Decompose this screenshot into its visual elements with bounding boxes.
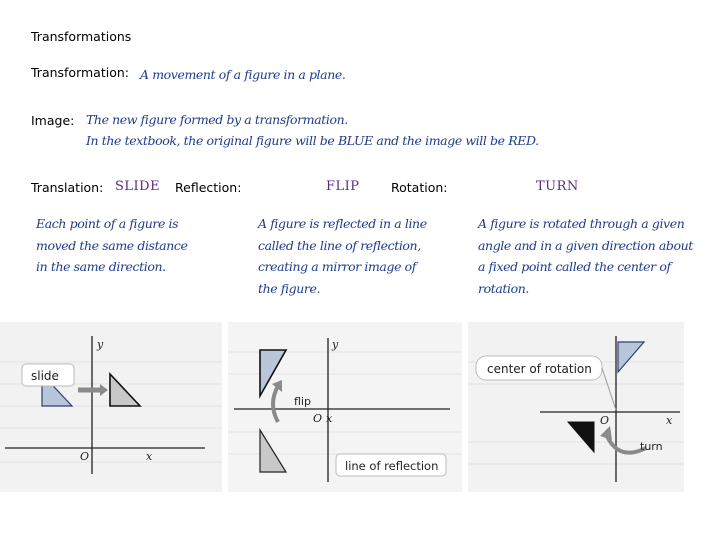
flip-callout-text: flip xyxy=(294,395,311,408)
origin-label: O xyxy=(600,414,610,427)
x-axis-label: x xyxy=(146,450,153,463)
image-definition-line-2: In the textbook, the original figure will be BLUE and the image will be RED. xyxy=(86,133,539,148)
reflection-figure xyxy=(228,322,462,492)
translation-keyword: SLIDE xyxy=(115,179,161,194)
turn-callout-text: turn xyxy=(640,440,663,453)
reflection-description xyxy=(258,213,427,299)
rotation-description xyxy=(478,213,693,299)
image-label: Image: xyxy=(31,113,75,128)
reflection-description-line: creating a mirror image of xyxy=(258,259,417,274)
reflection-description-line: the figure. xyxy=(258,280,321,296)
reflection-description-line: called the line of reflection, xyxy=(258,237,421,253)
origin-label: O xyxy=(80,450,90,463)
origin-label: O xyxy=(313,412,323,425)
center-of-rotation-callout-text: center of rotation xyxy=(487,362,592,376)
translation-description xyxy=(36,213,188,278)
translation-description-line: moved the same distance xyxy=(36,237,188,253)
rotation-description-line: a fixed point called the center of xyxy=(478,259,671,274)
page-title: Transformations xyxy=(31,29,132,44)
rotation-keyword: TURN xyxy=(536,179,579,194)
figure-background xyxy=(468,322,684,492)
translation-description-line: in the same direction. xyxy=(36,259,166,274)
line-of-reflection-callout-text: line of reflection xyxy=(345,459,439,473)
transformation-label: Transformation: xyxy=(31,65,129,80)
translation-description-line: Each point of a figure is xyxy=(36,216,179,231)
x-axis-label: x xyxy=(666,414,673,427)
reflection-keyword: FLIP xyxy=(326,179,360,194)
rotation-description-line: A figure is rotated through a given xyxy=(478,216,685,231)
figure-background xyxy=(0,322,222,492)
translation-label: Translation: xyxy=(31,180,104,195)
y-axis-label: y xyxy=(332,338,339,351)
slide-callout-text: slide xyxy=(31,369,59,383)
rotation-description-line: angle and in a given direction about xyxy=(478,237,693,253)
image-definition-line-1: The new figure formed by a transformation. xyxy=(86,112,348,127)
translation-figure xyxy=(0,322,222,492)
reflection-description-line: A figure is reflected in a line xyxy=(258,216,427,231)
reflection-label: Reflection: xyxy=(175,180,242,195)
rotation-figure xyxy=(468,322,684,492)
rotation-description-line: rotation. xyxy=(478,280,529,296)
y-axis-label: y xyxy=(97,338,104,351)
x-axis-label: x xyxy=(326,412,333,425)
rotation-label: Rotation: xyxy=(391,180,448,195)
transformation-definition: A movement of a figure in a plane. xyxy=(140,67,346,82)
